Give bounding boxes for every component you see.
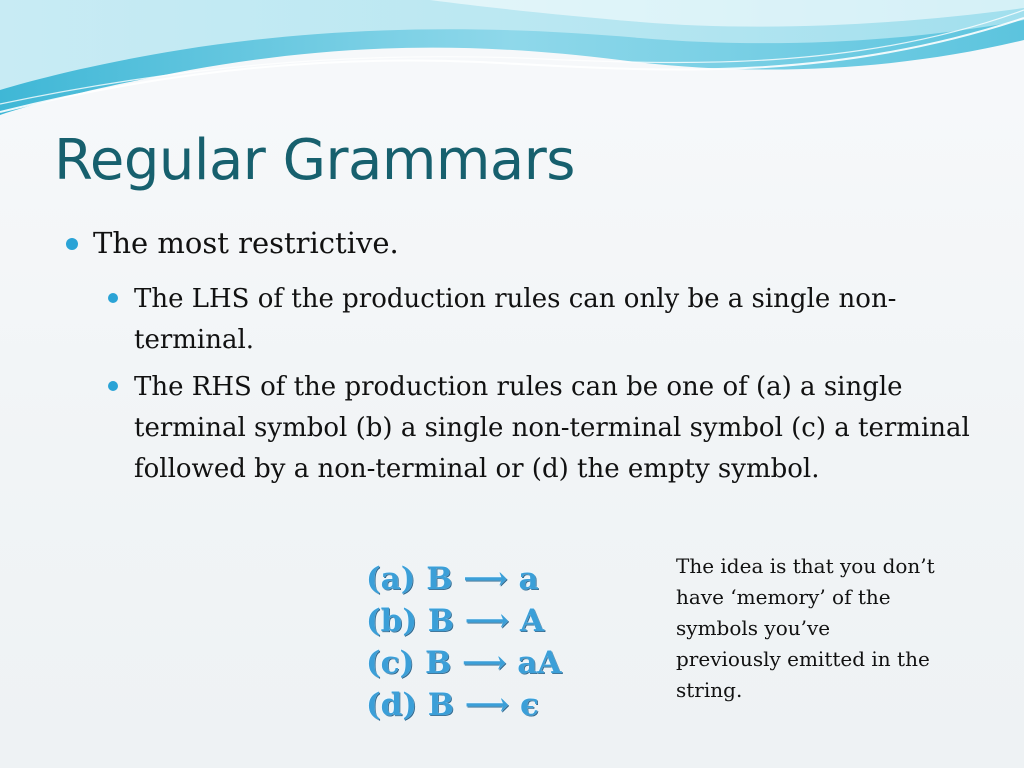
bullet-dot [108, 381, 118, 391]
side-note-line: have ‘memory’ of the [676, 585, 891, 609]
production-rule-a: (a) B ⟶ a [366, 561, 539, 597]
slide-title: Regular Grammars [54, 128, 575, 193]
bullet-dot [108, 293, 118, 303]
wave-banner-decoration [0, 0, 1024, 130]
side-note-line: symbols you’ve [676, 616, 831, 640]
bullet-level1: The most restrictive. [93, 226, 399, 260]
side-note-line: previously emitted in the [676, 647, 930, 671]
production-rule-d: (d) B ⟶ ϵ [366, 687, 539, 723]
bullet-rhs-rule: The RHS of the production rules can be one of (a) a single terminal symbol (b) a single non-terminal symbol (c) a terminal followed by a non-terminal or (d) the empty symbol. [134, 372, 970, 484]
side-note-line: string. [676, 678, 743, 702]
side-note [676, 551, 976, 706]
bullet-dot [66, 238, 78, 250]
production-rules-list [366, 558, 616, 726]
side-note-line: The idea is that you don’t [676, 554, 935, 578]
bullet-lhs-rule: The LHS of the production rules can only be a single non-terminal. [134, 284, 897, 355]
production-rule-c: (c) B ⟶ aA [366, 645, 562, 681]
production-rule-b: (b) B ⟶ A [366, 603, 545, 639]
